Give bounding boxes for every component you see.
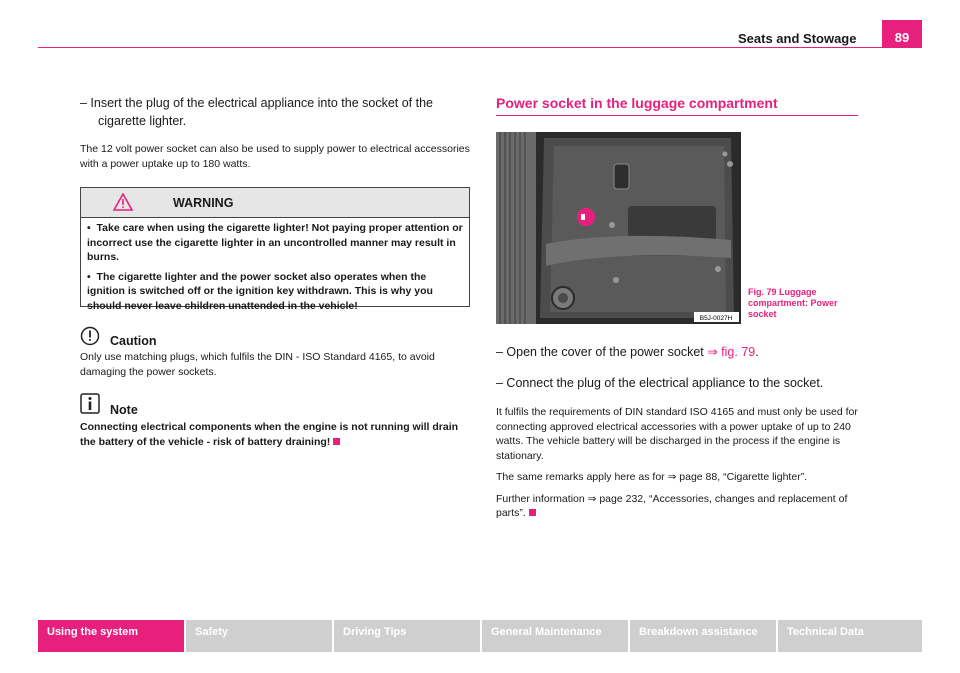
note-text: [80, 420, 470, 450]
footer-tab-driving-tips[interactable]: Driving Tips: [334, 620, 480, 652]
section-title: Power socket in the luggage compartment: [496, 95, 778, 111]
body-paragraph: It fulfils the requirements of DIN standard ISO 4165 and must only be used for connecting approved electrical accessories with a power uptake of up to 240 watts. The vehicle battery will be discharged in the process if the engine is stationary.: [496, 406, 858, 462]
figure-code: B5J-0027H: [699, 315, 733, 322]
chapter-title: Seats and Stowage: [738, 31, 857, 46]
section-rule: [496, 115, 858, 116]
figure-reference-link[interactable]: ⇒ fig. 79: [707, 345, 756, 359]
footer-tab-breakdown-assistance[interactable]: Breakdown assistance: [630, 620, 776, 652]
instruction-step: [496, 343, 858, 361]
warning-triangle-icon: [113, 193, 133, 211]
footer-tab-safety[interactable]: Safety: [186, 620, 332, 652]
bullet: •: [87, 222, 91, 234]
page-number-badge: [882, 20, 922, 48]
figure-caption: Fig. 79 Luggage compartment: Power socket: [748, 287, 838, 319]
warning-item: [87, 221, 463, 265]
caution-title: Caution: [110, 334, 157, 348]
right-column: [496, 343, 858, 528]
footer-tab-technical-data[interactable]: Technical Data: [778, 620, 922, 652]
footer-nav: [38, 620, 922, 652]
section-end-marker: [529, 509, 536, 516]
instruction-step: – Insert the plug of the electrical appliance into the socket of the cigarette lighter.: [80, 96, 433, 128]
warning-item-text: Take care when using the cigarette lighter! Not paying proper attention or incorrect use the cigarette lighter in an uncontrolled manner may result in burns.: [87, 222, 463, 263]
step-text-end: .: [755, 345, 759, 359]
footer-tab-using-the-system[interactable]: Using the system: [38, 620, 184, 652]
luggage-compartment-figure: [496, 132, 741, 324]
paragraph-text: Further information ⇒ page 232, “Accessories, changes and replacement of parts”.: [496, 492, 848, 519]
warning-item: [87, 270, 463, 314]
section-end-marker: [333, 438, 340, 445]
note-title: Note: [110, 403, 138, 417]
warning-title: WARNING: [173, 196, 234, 210]
caution-text: Only use matching plugs, which fulfils the DIN - ISO Standard 4165, to avoid damaging the power sockets.: [80, 351, 435, 378]
note-text-body: Connecting electrical components when the engine is not running will drain the battery of the vehicle - risk of battery draining!: [80, 421, 459, 448]
left-column: [80, 94, 470, 180]
header-rule: [38, 47, 922, 48]
body-paragraph: The same remarks apply here as for ⇒ page 88, “Cigarette lighter”.: [496, 471, 808, 483]
note-icon: [80, 393, 100, 414]
body-paragraph: [496, 492, 858, 521]
bullet: •: [87, 270, 91, 283]
body-paragraph: The 12 volt power socket can also be used to supply power to electrical accessories with a power uptake up to 180 watts.: [80, 143, 470, 170]
warning-item-text: The cigarette lighter and the power socket also operates when the ignition is switched off or the ignition key withdrawn. This is why you should never leave children unattended in the vehicle!: [87, 270, 433, 312]
step-text: – Open the cover of the power socket: [496, 345, 708, 359]
warning-box: [80, 187, 470, 312]
warning-header: [81, 188, 469, 218]
warning-body: [81, 218, 469, 313]
instruction-step: – Connect the plug of the electrical appliance to the socket.: [496, 376, 824, 390]
page-number: 89: [894, 30, 910, 45]
caution-icon: [80, 326, 100, 346]
footer-tab-general-maintenance[interactable]: General Maintenance: [482, 620, 628, 652]
